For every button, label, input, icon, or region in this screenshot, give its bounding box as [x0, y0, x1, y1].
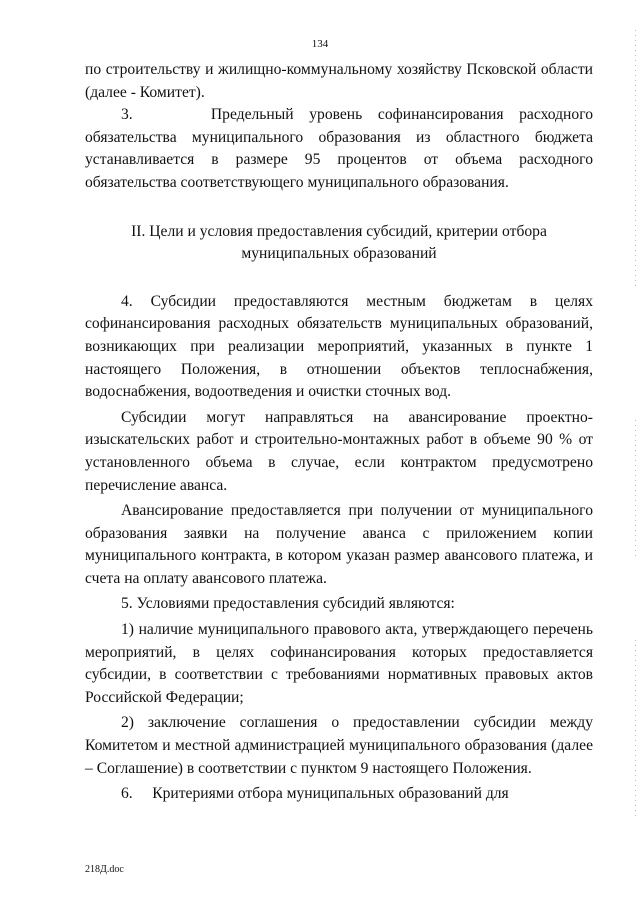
scan-edge-mark [635, 420, 636, 560]
paragraph-5-item-1: 1) наличие муниципального правового акта, утверждающего перечень мероприятий, в целях софинансирования которых предоставляется субсидии, в соответствии с требованиями нормативных правовых актов Российской Федерации; [85, 621, 593, 706]
paragraph-4-subsidies: Субсидии могут направляться на авансирование проектно-изыскательских работ и строительно-монтажных работ в объеме 90 % от установленного объема в случае, если контрактом предусмотрено перечисление аванса. [85, 408, 593, 494]
footer-filename: 218Д.doc [85, 864, 124, 875]
page-number: 134 [311, 38, 329, 50]
document-body [85, 59, 593, 806]
paragraph-5: 5. Условиями предоставления субсидий являются: [121, 595, 455, 613]
scan-edge-mark [635, 30, 636, 290]
section-heading: II. Цели и условия предоставления субсидий, критерии отбора муниципальных образований [131, 222, 547, 263]
scan-edge-mark [635, 640, 636, 820]
paragraph-4-advance: Авансирование предоставляется при получении от муниципального образования заявки на получение аванса с приложением копии муниципального контракта, в котором указан размер авансового платежа, и счета на оплату авансового платежа. [85, 502, 593, 587]
paragraph-4: 4. Субсидии предоставляются местным бюджетам в целях софинансирования расходных обязательств муниципальных образований, возникающих при реализации мероприятий, указанных в пункте 1 настоящего Положения, в отношении объектов теплоснабжения, водоснабжения, водоотведения и очистки сточных вод. [85, 292, 593, 401]
paragraph-6: 6. Критериями отбора муниципальных образований для [121, 785, 509, 803]
paragraph-3: 3. Предельный уровень софинансирования расходного обязательства муниципального образования из областного бюджета устанавливается в размере 95 процентов от объема расходного обязательства соответствующего муниципального образования. [85, 106, 593, 191]
paragraph-continuation: по строительству и жилищно-коммунальному хозяйству Псковской области (далее - Комитет). [85, 61, 593, 101]
paragraph-5-item-2: 2) заключение соглашения о предоставлении субсидии между Комитетом и местной администрацией муниципального образования (далее – Соглашение) в соответствии с пунктом 9 настоящего Положения. [85, 714, 593, 777]
